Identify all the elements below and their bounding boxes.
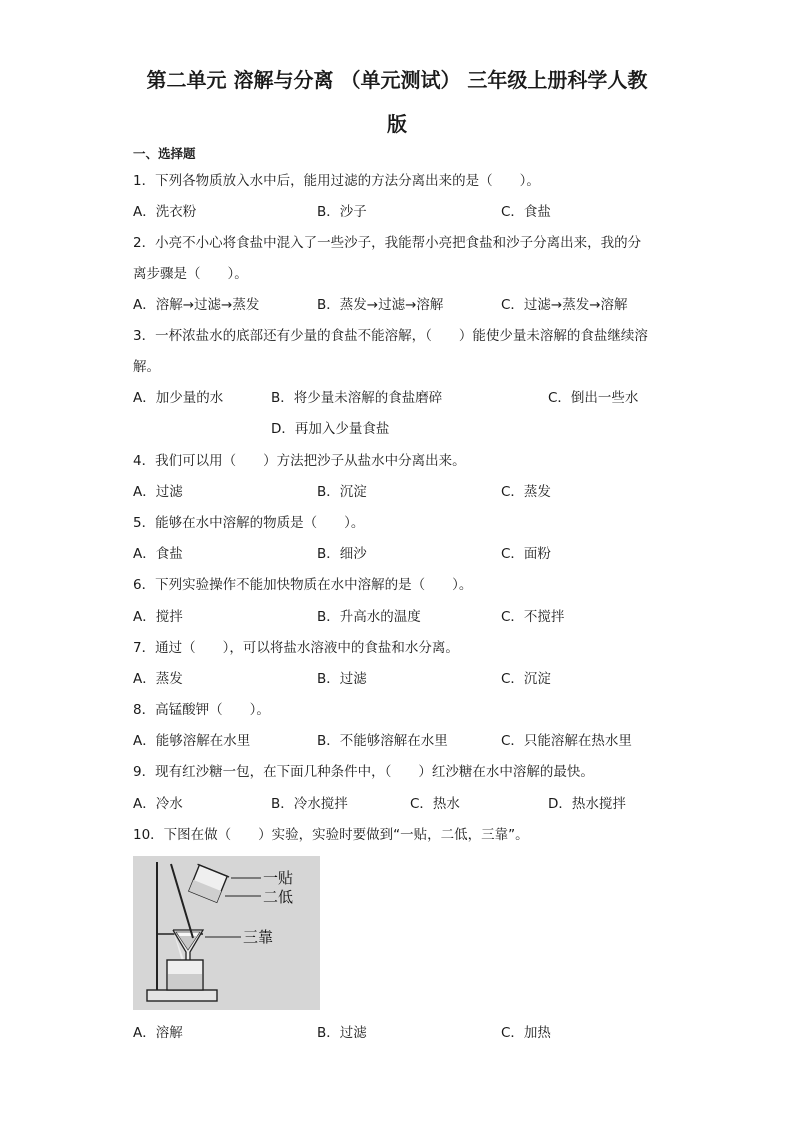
filtration-apparatus-figure (133, 856, 320, 1010)
question-5-option-c[interactable]: C．面粉 (501, 546, 551, 562)
page-title-line-1: 第二单元 溶解与分离 （单元测试） 三年级上册科学人教 (146, 68, 648, 92)
question-3-option-c[interactable]: C．倒出一些水 (548, 390, 639, 406)
question-10-stem: 10．下图在做（ ）实验，实验时要做到“一贴，二低，三靠”。 (133, 827, 529, 843)
question-1-option-a[interactable]: A．洗衣粉 (133, 204, 197, 220)
question-1-option-b[interactable]: B．沙子 (317, 204, 367, 220)
question-2-option-b[interactable]: B．蒸发→过滤→溶解 (317, 297, 444, 313)
question-5-option-a[interactable]: A．食盐 (133, 546, 183, 562)
question-9-stem: 9．现有红沙糖一包，在下面几种条件中，（ ）红沙糖在水中溶解的最快。 (133, 764, 594, 780)
question-2-stem-line-2: 离步骤是（ ）。 (133, 266, 248, 282)
question-6-option-c[interactable]: C．不搅拌 (501, 609, 565, 625)
question-4-option-a[interactable]: A．过滤 (133, 484, 183, 500)
question-8-option-b[interactable]: B．不能够溶解在水里 (317, 733, 448, 749)
question-2-stem-line-1: 2．小亮不小心将食盐中混入了一些沙子，我能帮小亮把食盐和沙子分离出来，我的分 (133, 235, 642, 251)
question-10-option-a[interactable]: A．溶解 (133, 1025, 183, 1041)
question-8-stem: 8．高锰酸钾（ ）。 (133, 702, 270, 718)
section-heading: 一、选择题 (133, 146, 196, 161)
question-5-stem: 5．能够在水中溶解的物质是（ ）。 (133, 515, 365, 531)
question-3-option-a[interactable]: A．加少量的水 (133, 390, 224, 406)
label-sankao: 三靠 (243, 928, 274, 946)
question-1-stem: 1．下列各物质放入水中后，能用过滤的方法分离出来的是（ ）。 (133, 173, 540, 189)
stand-base (147, 990, 217, 1001)
question-5-option-b[interactable]: B．细沙 (317, 546, 367, 562)
question-6-option-b[interactable]: B．升高水的温度 (317, 609, 421, 625)
question-8-option-a[interactable]: A．能够溶解在水里 (133, 733, 251, 749)
question-9-option-a[interactable]: A．冷水 (133, 796, 183, 812)
question-2-option-c[interactable]: C．过滤→蒸发→溶解 (501, 297, 628, 313)
question-3-option-d[interactable]: D．再加入少量食盐 (271, 421, 390, 437)
question-10-option-c[interactable]: C．加热 (501, 1025, 551, 1041)
question-3-option-b[interactable]: B．将少量未溶解的食盐磨碎 (271, 390, 443, 406)
question-9-option-d[interactable]: D．热水搅拌 (548, 796, 626, 812)
question-3-stem-line-1: 3．一杯浓盐水的底部还有少量的食盐不能溶解，（ ）能使少量未溶解的食盐继续溶 (133, 328, 648, 344)
receiving-liquid (168, 974, 202, 989)
question-7-option-c[interactable]: C．沉淀 (501, 671, 551, 687)
page-title-line-2: 版 (387, 112, 407, 136)
question-7-stem: 7．通过（ ），可以将盐水溶液中的食盐和水分离。 (133, 640, 459, 656)
question-4-stem: 4．我们可以用（ ）方法把沙子从盐水中分离出来。 (133, 453, 466, 469)
question-8-option-c[interactable]: C．只能溶解在热水里 (501, 733, 632, 749)
question-3-stem-line-2: 解。 (133, 359, 160, 375)
question-4-option-c[interactable]: C．蒸发 (501, 484, 551, 500)
question-10-option-b[interactable]: B．过滤 (317, 1025, 367, 1041)
question-2-option-a[interactable]: A．溶解→过滤→蒸发 (133, 297, 260, 313)
question-1-option-c[interactable]: C．食盐 (501, 204, 551, 220)
question-6-stem: 6．下列实验操作不能加快物质在水中溶解的是（ ）。 (133, 577, 473, 593)
question-7-option-b[interactable]: B．过滤 (317, 671, 367, 687)
label-erdi: 二低 (263, 888, 294, 906)
question-6-option-a[interactable]: A．搅拌 (133, 609, 183, 625)
question-4-option-b[interactable]: B．沉淀 (317, 484, 367, 500)
question-9-option-c[interactable]: C．热水 (410, 796, 460, 812)
label-yitie: 一贴 (263, 869, 294, 887)
question-7-option-a[interactable]: A．蒸发 (133, 671, 183, 687)
question-9-option-b[interactable]: B．冷水搅拌 (271, 796, 348, 812)
